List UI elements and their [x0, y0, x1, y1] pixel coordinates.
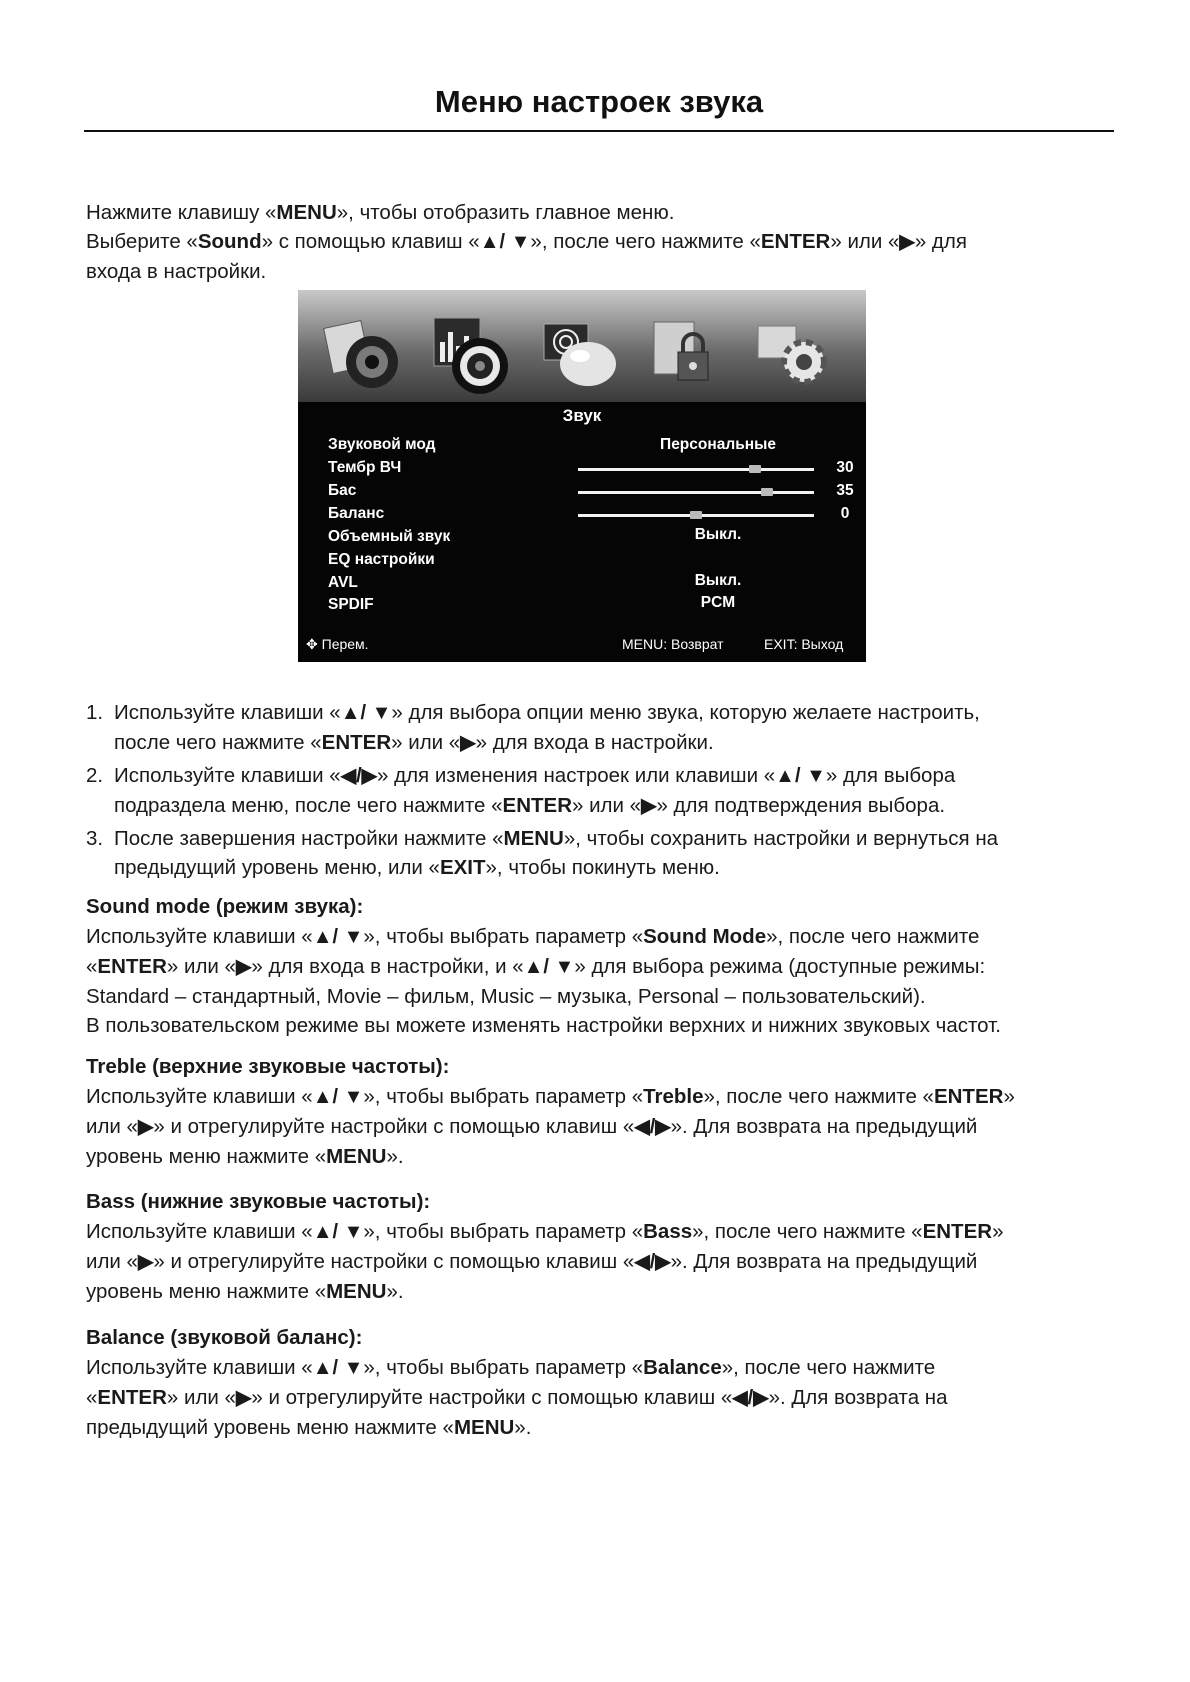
body-text: ».	[386, 1280, 404, 1303]
step-text: » для подтверждения выбора.	[656, 794, 946, 817]
body-text: », чтобы выбрать параметр «	[363, 1356, 644, 1379]
sound-mode-value: Персональные	[660, 436, 776, 453]
key-enter: ENTER	[760, 230, 831, 253]
step-text: Используйте клавиши «	[114, 764, 341, 787]
steps-list	[86, 698, 1126, 885]
key-enter: ENTER	[97, 955, 167, 978]
right-arrow-icon: ▶	[899, 231, 915, 253]
key-enter: ENTER	[97, 1386, 167, 1409]
lock-icon	[644, 316, 734, 396]
up-down-arrows-icon: ▲/ ▼	[340, 702, 392, 724]
surround-value: Выкл.	[694, 526, 742, 543]
step-2	[86, 761, 1126, 821]
menu-item-treble[interactable]: Тембр ВЧ	[328, 459, 402, 476]
intro-text: », после чего нажмите «	[530, 230, 761, 253]
step-number: 2.	[86, 764, 104, 787]
key-menu: MENU	[326, 1145, 387, 1168]
balance-slider-knob[interactable]	[690, 511, 702, 519]
body-text: В пользовательском режиме вы можете изменять настройки верхних и нижних звуковых частот.	[86, 1014, 1001, 1037]
body-text: », чтобы выбрать параметр «	[363, 1085, 644, 1108]
balance-slider[interactable]	[578, 514, 814, 517]
key-sound-mode: Sound Mode	[643, 925, 767, 948]
key-menu: MENU	[503, 827, 564, 850]
step-text: », чтобы сохранить настройки и вернуться на	[563, 827, 999, 850]
intro-text: » или «	[830, 230, 900, 253]
bass-paragraph	[86, 1217, 1116, 1306]
body-text: », после чего нажмите «	[692, 1220, 923, 1243]
body-text: » для выбора режима (доступные режимы:	[574, 955, 986, 978]
body-text: » и отрегулируйте настройки с помощью клавиш «	[251, 1386, 733, 1409]
step-text: после чего нажмите «	[114, 731, 322, 754]
left-right-arrows-icon: ◀/▶	[634, 1116, 671, 1138]
step-number: 1.	[86, 701, 104, 724]
footer-move-label: Перем.	[321, 636, 369, 652]
footer-menu-return: MENU: Возврат	[622, 636, 724, 652]
body-text: ».	[514, 1416, 532, 1439]
step-text: » или «	[572, 794, 642, 817]
intro-text: » для	[914, 230, 967, 253]
step-number: 3.	[86, 827, 104, 850]
key-enter: ENTER	[933, 1085, 1004, 1108]
balance-paragraph	[86, 1353, 1116, 1442]
left-right-arrows-icon: ◀/▶	[340, 765, 378, 787]
channel-icon	[536, 316, 626, 396]
body-text: », чтобы выбрать параметр «	[363, 925, 644, 948]
tv-menu-title: Звук	[562, 406, 602, 425]
treble-paragraph	[86, 1082, 1116, 1171]
setup-icon	[752, 316, 842, 396]
body-text: » или «	[166, 1386, 236, 1409]
menu-item-surround[interactable]: Объемный звук	[328, 528, 451, 545]
body-text: ».	[386, 1145, 404, 1168]
menu-item-bass[interactable]: Бас	[328, 482, 357, 499]
body-text: уровень меню нажмите «	[86, 1145, 327, 1168]
up-down-arrows-icon: ▲/ ▼	[312, 1221, 364, 1243]
step-text: предыдущий уровень меню, или «	[114, 856, 440, 879]
step-text: », чтобы покинуть меню.	[485, 856, 720, 879]
right-arrow-icon: ▶	[137, 1116, 154, 1138]
body-text: предыдущий уровень меню нажмите «	[86, 1416, 454, 1439]
menu-item-spdif[interactable]: SPDIF	[328, 596, 374, 613]
body-text: », после чего нажмите	[766, 925, 980, 948]
step-text: » для входа в настройки.	[475, 731, 714, 754]
key-treble: Treble	[643, 1085, 704, 1108]
step-text: » для выбора опции меню звука, которую желаете настроить,	[391, 701, 980, 724]
bass-heading: Bass (нижние звуковые частоты):	[86, 1190, 431, 1213]
key-balance: Balance	[643, 1356, 722, 1379]
right-arrow-icon: ▶	[235, 956, 252, 978]
step-text: » для изменения настроек или клавиши «	[377, 764, 776, 787]
title-divider	[84, 130, 1114, 132]
key-sound: Sound	[197, 230, 262, 253]
key-enter: ENTER	[321, 731, 392, 754]
step-3	[86, 824, 1126, 882]
body-text: », после чего нажмите «	[703, 1085, 934, 1108]
body-text: уровень меню нажмите «	[86, 1280, 327, 1303]
balance-heading: Balance (звуковой баланс):	[86, 1326, 363, 1349]
avl-value: Выкл.	[694, 572, 742, 589]
body-text: Standard – стандартный, Movie – фильм, Music – музыка, Personal – пользовательский).	[86, 985, 926, 1008]
intro-text: », чтобы отобразить главное меню.	[336, 201, 675, 224]
key-exit: EXIT	[439, 856, 486, 879]
step-1	[86, 698, 1126, 758]
footer-move	[306, 636, 369, 653]
menu-item-sound-mode[interactable]: Звуковой мод	[328, 436, 436, 453]
sound-icon	[428, 316, 518, 396]
menu-item-balance[interactable]: Баланс	[328, 505, 385, 522]
bass-slider-knob[interactable]	[761, 488, 773, 496]
menu-item-eq[interactable]: EQ настройки	[328, 551, 435, 568]
spdif-value: PCM	[700, 594, 736, 611]
step-text: Используйте клавиши «	[114, 701, 341, 724]
key-menu: MENU	[453, 1416, 515, 1439]
body-text: Используйте клавиши «	[86, 1085, 313, 1108]
intro-text: входа в настройки.	[86, 260, 267, 283]
right-arrow-icon: ▶	[641, 795, 657, 817]
body-text: » для входа в настройки, и «	[251, 955, 524, 978]
body-text: » и отрегулируйте настройки с помощью клавиш «	[153, 1250, 635, 1273]
up-down-arrows-icon: ▲/ ▼	[523, 956, 575, 978]
sound-mode-paragraph	[86, 922, 1116, 1040]
intro-text: Выберите «	[86, 230, 198, 253]
up-down-arrows-icon: ▲/ ▼	[312, 1086, 364, 1108]
body-text: ». Для возврата на предыдущий	[670, 1250, 978, 1273]
footer-exit: EXIT: Выход	[764, 636, 844, 652]
up-down-arrows-icon: ▲/ ▼	[775, 765, 826, 787]
body-text: Используйте клавиши «	[86, 1220, 313, 1243]
body-text: ». Для возврата на	[768, 1386, 948, 1409]
body-text: «	[86, 1386, 98, 1409]
right-arrow-icon: ▶	[235, 1387, 252, 1409]
body-text: Используйте клавиши «	[86, 925, 313, 948]
key-enter: ENTER	[502, 794, 572, 817]
bass-slider[interactable]	[578, 491, 814, 494]
body-text: «	[86, 955, 98, 978]
up-down-arrows-icon: ▲/ ▼	[312, 926, 364, 948]
up-down-arrows-icon: ▲/ ▼	[479, 231, 531, 253]
left-right-arrows-icon: ◀/▶	[634, 1251, 671, 1273]
treble-value: 30	[836, 459, 854, 476]
body-text: ». Для возврата на предыдущий	[670, 1115, 978, 1138]
intro-text: » с помощью клавиш «	[261, 230, 480, 253]
sound-mode-heading: Sound mode (режим звука):	[86, 895, 364, 918]
step-text: подраздела меню, после чего нажмите «	[114, 794, 503, 817]
right-arrow-icon: ▶	[137, 1251, 154, 1273]
body-text: или «	[86, 1115, 138, 1138]
treble-heading: Treble (верхние звуковые частоты):	[86, 1055, 450, 1078]
page-title: Меню настроек звука	[434, 84, 764, 119]
body-text: » и отрегулируйте настройки с помощью клавиш «	[153, 1115, 635, 1138]
step-text: » для выбора	[825, 764, 956, 787]
up-down-arrows-icon: ▲/ ▼	[312, 1357, 364, 1379]
tv-sound-menu	[298, 290, 866, 662]
intro-paragraph	[86, 198, 1116, 286]
move-arrows-icon: ✥	[306, 636, 318, 652]
body-text: », после чего нажмите	[721, 1356, 936, 1379]
treble-slider[interactable]	[578, 468, 814, 471]
balance-value: 0	[840, 505, 850, 522]
body-text: »	[992, 1220, 1004, 1243]
body-text: », чтобы выбрать параметр «	[363, 1220, 644, 1243]
body-text: или «	[86, 1250, 138, 1273]
intro-text: Нажмите клавишу «	[86, 201, 277, 224]
bass-value: 35	[836, 482, 854, 499]
key-menu: MENU	[326, 1280, 387, 1303]
key-menu: MENU	[276, 201, 337, 224]
key-bass: Bass	[643, 1220, 693, 1243]
body-text: »	[1003, 1085, 1015, 1108]
body-text: Используйте клавиши «	[86, 1356, 313, 1379]
step-text: После завершения настройки нажмите «	[114, 827, 504, 850]
picture-icon	[320, 316, 410, 396]
menu-item-avl[interactable]: AVL	[328, 574, 358, 591]
body-text: » или «	[166, 955, 236, 978]
key-enter: ENTER	[922, 1220, 993, 1243]
right-arrow-icon: ▶	[460, 732, 476, 754]
step-text: » или «	[391, 731, 461, 754]
treble-slider-knob[interactable]	[749, 465, 761, 473]
left-right-arrows-icon: ◀/▶	[732, 1387, 769, 1409]
